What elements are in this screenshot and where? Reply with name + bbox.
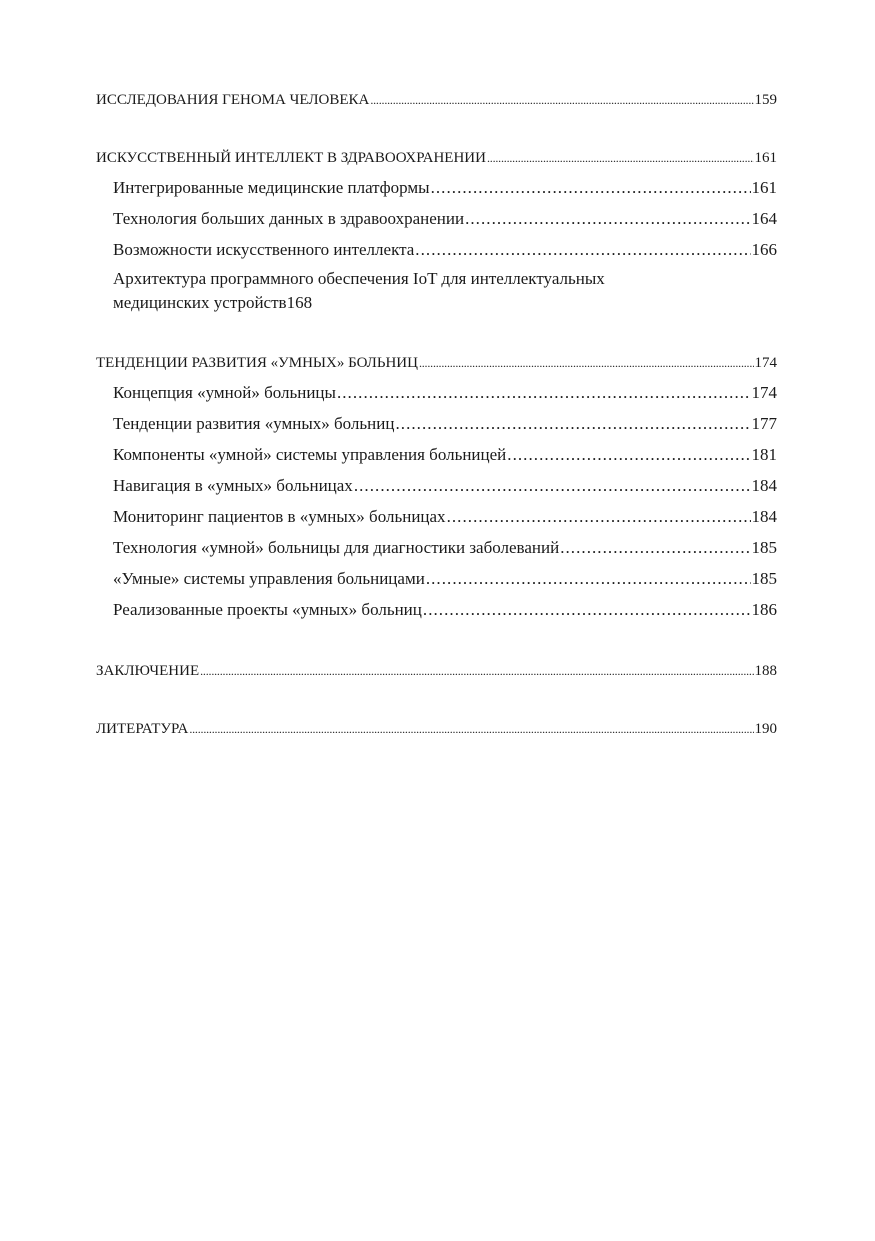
- toc-chapter-title: ИССЛЕДОВАНИЯ ГЕНОМА ЧЕЛОВЕКА: [96, 92, 370, 108]
- toc-section-entry[interactable]: [96, 594, 777, 625]
- table-of-contents: [96, 88, 777, 775]
- toc-section-title: Интегрированные медицинские платформы: [113, 178, 430, 197]
- toc-leader-dots: [507, 439, 750, 470]
- toc-leader-dots: [337, 377, 751, 408]
- toc-page-number: 185: [751, 538, 777, 557]
- toc-leader-dots: [487, 146, 754, 170]
- toc-section-title: Навигация в «умных» больницах: [113, 476, 353, 495]
- toc-chapter-block: [96, 351, 777, 625]
- toc-section-title: Мониторинг пациентов в «умных» больницах: [113, 507, 446, 526]
- toc-page-number: 164: [751, 209, 777, 228]
- toc-chapter-title: ТЕНДЕНЦИИ РАЗВИТИЯ «УМНЫХ» БОЛЬНИЦ: [96, 355, 418, 371]
- toc-section-title: Возможности искусственного интеллекта: [113, 240, 415, 259]
- toc-section-entry[interactable]: [96, 470, 777, 501]
- toc-chapter-entry[interactable]: [96, 146, 777, 170]
- toc-page-number: 177: [751, 414, 777, 433]
- toc-section-title: Технология «умной» больницы для диагностики заболеваний: [113, 538, 560, 557]
- toc-leader-dots: [447, 501, 751, 532]
- toc-section-title-line1: Архитектура программного обеспечения IoT для интеллектуальных: [113, 269, 605, 288]
- toc-chapter-entry[interactable]: [96, 88, 777, 112]
- toc-section-entry[interactable]: [96, 377, 777, 408]
- toc-section-title-line2: медицинских устройств: [113, 293, 287, 312]
- toc-page-number: 174: [754, 355, 777, 371]
- toc-section-entry[interactable]: [96, 234, 777, 265]
- toc-leader-dots: [431, 172, 751, 203]
- toc-section-title: Технология больших данных в здравоохранении: [113, 209, 465, 228]
- toc-page-number: 168: [286, 293, 313, 312]
- toc-chapter-title: ИСКУССТВЕННЫЙ ИНТЕЛЛЕКТ В ЗДРАВООХРАНЕНИИ: [96, 150, 486, 166]
- toc-leader-dots: [200, 659, 753, 683]
- toc-leader-dots: [423, 594, 751, 625]
- toc-section-entry[interactable]: [96, 408, 777, 439]
- toc-section-title: Компоненты «умной» системы управления больницей: [113, 445, 507, 464]
- toc-chapter-entry[interactable]: [96, 659, 777, 683]
- toc-page-number: 159: [754, 92, 777, 108]
- toc-page-number: 185: [751, 569, 777, 588]
- toc-section-entry[interactable]: [96, 501, 777, 532]
- toc-page-number: 190: [754, 721, 777, 737]
- toc-section-entry[interactable]: [96, 532, 777, 563]
- toc-section-entry[interactable]: [96, 203, 777, 234]
- toc-leader-dots: [370, 88, 753, 112]
- toc-section-title: Тенденции развития «умных» больниц: [113, 414, 395, 433]
- toc-chapter-block: [96, 146, 777, 317]
- toc-chapter-title: ЛИТЕРАТУРА: [96, 721, 189, 737]
- toc-chapter-title: ЗАКЛЮЧЕНИЕ: [96, 663, 200, 679]
- toc-chapter-block: [96, 659, 777, 683]
- toc-section-entry[interactable]: [96, 563, 777, 594]
- toc-leader-dots: [415, 234, 750, 265]
- toc-section-title: «Умные» системы управления больницами: [113, 569, 425, 588]
- toc-page-number: 161: [751, 178, 777, 197]
- toc-page-number: 184: [751, 507, 777, 526]
- toc-page-number: 181: [751, 445, 777, 464]
- toc-page-number: 161: [754, 150, 777, 166]
- toc-page-number: 188: [754, 663, 777, 679]
- toc-leader-dots: [395, 408, 750, 439]
- toc-leader-dots: [426, 563, 751, 594]
- toc-chapter-entry[interactable]: [96, 351, 777, 375]
- toc-leader-dots: [560, 532, 750, 563]
- toc-section-entry[interactable]: [96, 172, 777, 203]
- toc-leader-dots: [354, 470, 751, 501]
- toc-chapter-entry[interactable]: [96, 717, 777, 741]
- toc-chapter-block: [96, 717, 777, 741]
- toc-page-number: 166: [751, 240, 777, 259]
- toc-leader-dots: [419, 351, 754, 375]
- toc-page-number: 186: [751, 600, 777, 619]
- toc-section-title: Концепция «умной» больницы: [113, 383, 336, 402]
- toc-section-entry[interactable]: [96, 439, 777, 470]
- toc-leader-dots: [189, 717, 753, 741]
- toc-section-entry[interactable]: [96, 265, 777, 317]
- toc-page-number: 184: [751, 476, 777, 495]
- toc-chapter-block: [96, 88, 777, 112]
- toc-leader-dots: [465, 203, 750, 234]
- toc-page-number: 174: [751, 383, 777, 402]
- toc-section-title: Реализованные проекты «умных» больниц: [113, 600, 422, 619]
